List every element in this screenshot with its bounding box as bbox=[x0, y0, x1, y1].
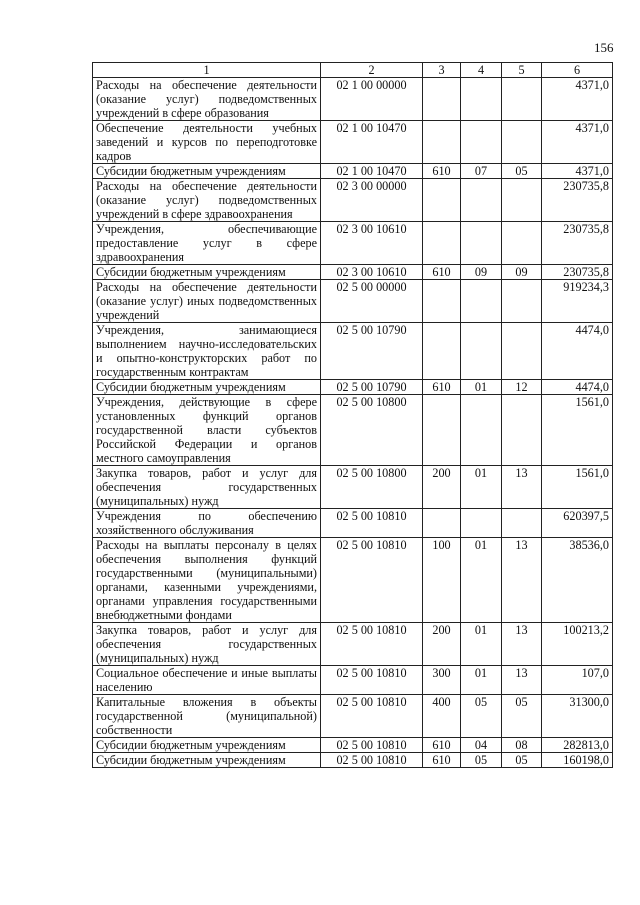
section-cell: 01 bbox=[461, 666, 502, 695]
amount-cell: 620397,5 bbox=[542, 509, 613, 538]
expense-name-cell: Капитальные вложения в объекты государственной (муниципальной) собственности bbox=[93, 695, 321, 738]
page-number: 156 bbox=[594, 40, 614, 55]
section-cell: 01 bbox=[461, 538, 502, 623]
section-cell: 01 bbox=[461, 380, 502, 395]
subsection-cell: 13 bbox=[502, 666, 542, 695]
expense-type-cell bbox=[423, 179, 461, 222]
amount-cell: 4371,0 bbox=[542, 164, 613, 179]
section-cell bbox=[461, 179, 502, 222]
expense-name-cell: Субсидии бюджетным учреждениям bbox=[93, 380, 321, 395]
section-cell: 01 bbox=[461, 466, 502, 509]
section-cell bbox=[461, 395, 502, 466]
section-cell: 01 bbox=[461, 623, 502, 666]
section-cell bbox=[461, 323, 502, 380]
table-row bbox=[93, 323, 613, 380]
target-code-cell: 02 5 00 10810 bbox=[321, 753, 423, 768]
expense-type-cell: 200 bbox=[423, 466, 461, 509]
expense-name-cell: Расходы на выплаты персоналу в целях обеспечения выполнения функций государственными (муниципальными) органами, казенными учреждениями, органами управления государственными внебюджетными фондами bbox=[93, 538, 321, 623]
table-row bbox=[93, 753, 613, 768]
column-header: 6 bbox=[542, 63, 613, 78]
expense-name-cell: Учреждения, занимающиеся выполнением научно-исследовательских и опытно-конструкторских работ по государственным контрактам bbox=[93, 323, 321, 380]
subsection-cell: 05 bbox=[502, 164, 542, 179]
subsection-cell: 13 bbox=[502, 623, 542, 666]
target-code-cell: 02 5 00 10810 bbox=[321, 666, 423, 695]
target-code-cell: 02 3 00 10610 bbox=[321, 265, 423, 280]
subsection-cell bbox=[502, 78, 542, 121]
expense-name-cell: Субсидии бюджетным учреждениям bbox=[93, 738, 321, 753]
expense-name-cell: Расходы на обеспечение деятельности (оказание услуг) подведомственных учреждений в сфере образования bbox=[93, 78, 321, 121]
amount-cell: 160198,0 bbox=[542, 753, 613, 768]
table-row bbox=[93, 280, 613, 323]
subsection-cell bbox=[502, 395, 542, 466]
amount-cell: 4474,0 bbox=[542, 323, 613, 380]
expense-name-cell: Субсидии бюджетным учреждениям bbox=[93, 753, 321, 768]
table-body bbox=[93, 78, 613, 768]
amount-cell: 230735,8 bbox=[542, 222, 613, 265]
section-cell: 05 bbox=[461, 695, 502, 738]
expense-type-cell: 200 bbox=[423, 623, 461, 666]
table-row bbox=[93, 509, 613, 538]
expense-type-cell bbox=[423, 509, 461, 538]
target-code-cell: 02 1 00 10470 bbox=[321, 121, 423, 164]
expense-type-cell bbox=[423, 280, 461, 323]
expense-type-cell: 400 bbox=[423, 695, 461, 738]
section-cell: 05 bbox=[461, 753, 502, 768]
expense-type-cell: 610 bbox=[423, 164, 461, 179]
amount-cell: 4371,0 bbox=[542, 121, 613, 164]
section-cell bbox=[461, 121, 502, 164]
expense-name-cell: Обеспечение деятельности учебных заведений и курсов по переподготовке кадров bbox=[93, 121, 321, 164]
expense-name-cell: Субсидии бюджетным учреждениям bbox=[93, 265, 321, 280]
target-code-cell: 02 5 00 10810 bbox=[321, 623, 423, 666]
expense-name-cell: Учреждения, действующие в сфере установленных функций органов государственной власти субъектов Российской Федерации и органов местного самоуправления bbox=[93, 395, 321, 466]
subsection-cell: 13 bbox=[502, 538, 542, 623]
target-code-cell: 02 3 00 10610 bbox=[321, 222, 423, 265]
amount-cell: 31300,0 bbox=[542, 695, 613, 738]
target-code-cell: 02 5 00 10790 bbox=[321, 323, 423, 380]
subsection-cell bbox=[502, 179, 542, 222]
column-header: 4 bbox=[461, 63, 502, 78]
amount-cell: 4474,0 bbox=[542, 380, 613, 395]
target-code-cell: 02 5 00 10810 bbox=[321, 695, 423, 738]
section-cell: 09 bbox=[461, 265, 502, 280]
section-cell: 04 bbox=[461, 738, 502, 753]
expense-name-cell: Социальное обеспечение и иные выплаты населению bbox=[93, 666, 321, 695]
table-row bbox=[93, 78, 613, 121]
table-row bbox=[93, 121, 613, 164]
expense-type-cell bbox=[423, 222, 461, 265]
target-code-cell: 02 3 00 00000 bbox=[321, 179, 423, 222]
column-header: 5 bbox=[502, 63, 542, 78]
subsection-cell bbox=[502, 323, 542, 380]
amount-cell: 1561,0 bbox=[542, 395, 613, 466]
expense-type-cell bbox=[423, 323, 461, 380]
expense-type-cell: 300 bbox=[423, 666, 461, 695]
subsection-cell: 13 bbox=[502, 466, 542, 509]
expense-name-cell: Учреждения, обеспечивающие предоставление услуг в сфере здравоохранения bbox=[93, 222, 321, 265]
subsection-cell bbox=[502, 121, 542, 164]
amount-cell: 38536,0 bbox=[542, 538, 613, 623]
target-code-cell: 02 5 00 10810 bbox=[321, 509, 423, 538]
target-code-cell: 02 5 00 00000 bbox=[321, 280, 423, 323]
expense-type-cell: 610 bbox=[423, 738, 461, 753]
subsection-cell: 12 bbox=[502, 380, 542, 395]
expense-type-cell: 610 bbox=[423, 380, 461, 395]
column-header: 3 bbox=[423, 63, 461, 78]
table-row bbox=[93, 265, 613, 280]
expense-type-cell bbox=[423, 121, 461, 164]
table-row bbox=[93, 380, 613, 395]
expense-name-cell: Расходы на обеспечение деятельности (оказание услуг) иных подведомственных учреждений bbox=[93, 280, 321, 323]
expense-type-cell: 610 bbox=[423, 265, 461, 280]
table-row bbox=[93, 179, 613, 222]
amount-cell: 100213,2 bbox=[542, 623, 613, 666]
table-row bbox=[93, 666, 613, 695]
section-cell: 07 bbox=[461, 164, 502, 179]
expense-type-cell bbox=[423, 78, 461, 121]
subsection-cell: 09 bbox=[502, 265, 542, 280]
target-code-cell: 02 5 00 10810 bbox=[321, 738, 423, 753]
amount-cell: 230735,8 bbox=[542, 179, 613, 222]
amount-cell: 919234,3 bbox=[542, 280, 613, 323]
amount-cell: 4371,0 bbox=[542, 78, 613, 121]
subsection-cell bbox=[502, 509, 542, 538]
subsection-cell bbox=[502, 222, 542, 265]
expense-name-cell: Расходы на обеспечение деятельности (оказание услуг) подведомственных учреждений в сфере здравоохранения bbox=[93, 179, 321, 222]
section-cell bbox=[461, 280, 502, 323]
expense-name-cell: Закупка товаров, работ и услуг для обеспечения государственных (муниципальных) нужд bbox=[93, 466, 321, 509]
subsection-cell: 05 bbox=[502, 753, 542, 768]
table-row bbox=[93, 695, 613, 738]
expense-name-cell: Субсидии бюджетным учреждениям bbox=[93, 164, 321, 179]
expense-type-cell: 610 bbox=[423, 753, 461, 768]
expense-name-cell: Учреждения по обеспечению хозяйственного обслуживания bbox=[93, 509, 321, 538]
amount-cell: 230735,8 bbox=[542, 265, 613, 280]
table-row bbox=[93, 466, 613, 509]
target-code-cell: 02 5 00 10810 bbox=[321, 538, 423, 623]
table-row bbox=[93, 623, 613, 666]
section-cell bbox=[461, 222, 502, 265]
table-row bbox=[93, 395, 613, 466]
subsection-cell: 05 bbox=[502, 695, 542, 738]
expense-type-cell: 100 bbox=[423, 538, 461, 623]
section-cell bbox=[461, 78, 502, 121]
target-code-cell: 02 1 00 10470 bbox=[321, 164, 423, 179]
amount-cell: 282813,0 bbox=[542, 738, 613, 753]
table-row bbox=[93, 538, 613, 623]
expense-type-cell bbox=[423, 395, 461, 466]
amount-cell: 1561,0 bbox=[542, 466, 613, 509]
target-code-cell: 02 1 00 00000 bbox=[321, 78, 423, 121]
table-row bbox=[93, 222, 613, 265]
target-code-cell: 02 5 00 10790 bbox=[321, 380, 423, 395]
column-header: 1 bbox=[93, 63, 321, 78]
subsection-cell bbox=[502, 280, 542, 323]
target-code-cell: 02 5 00 10800 bbox=[321, 466, 423, 509]
target-code-cell: 02 5 00 10800 bbox=[321, 395, 423, 466]
section-cell bbox=[461, 509, 502, 538]
amount-cell: 107,0 bbox=[542, 666, 613, 695]
subsection-cell: 08 bbox=[502, 738, 542, 753]
budget-table bbox=[92, 62, 613, 768]
table-header-row bbox=[93, 63, 613, 78]
column-header: 2 bbox=[321, 63, 423, 78]
expense-name-cell: Закупка товаров, работ и услуг для обеспечения государственных (муниципальных) нужд bbox=[93, 623, 321, 666]
table-row bbox=[93, 164, 613, 179]
table-row bbox=[93, 738, 613, 753]
